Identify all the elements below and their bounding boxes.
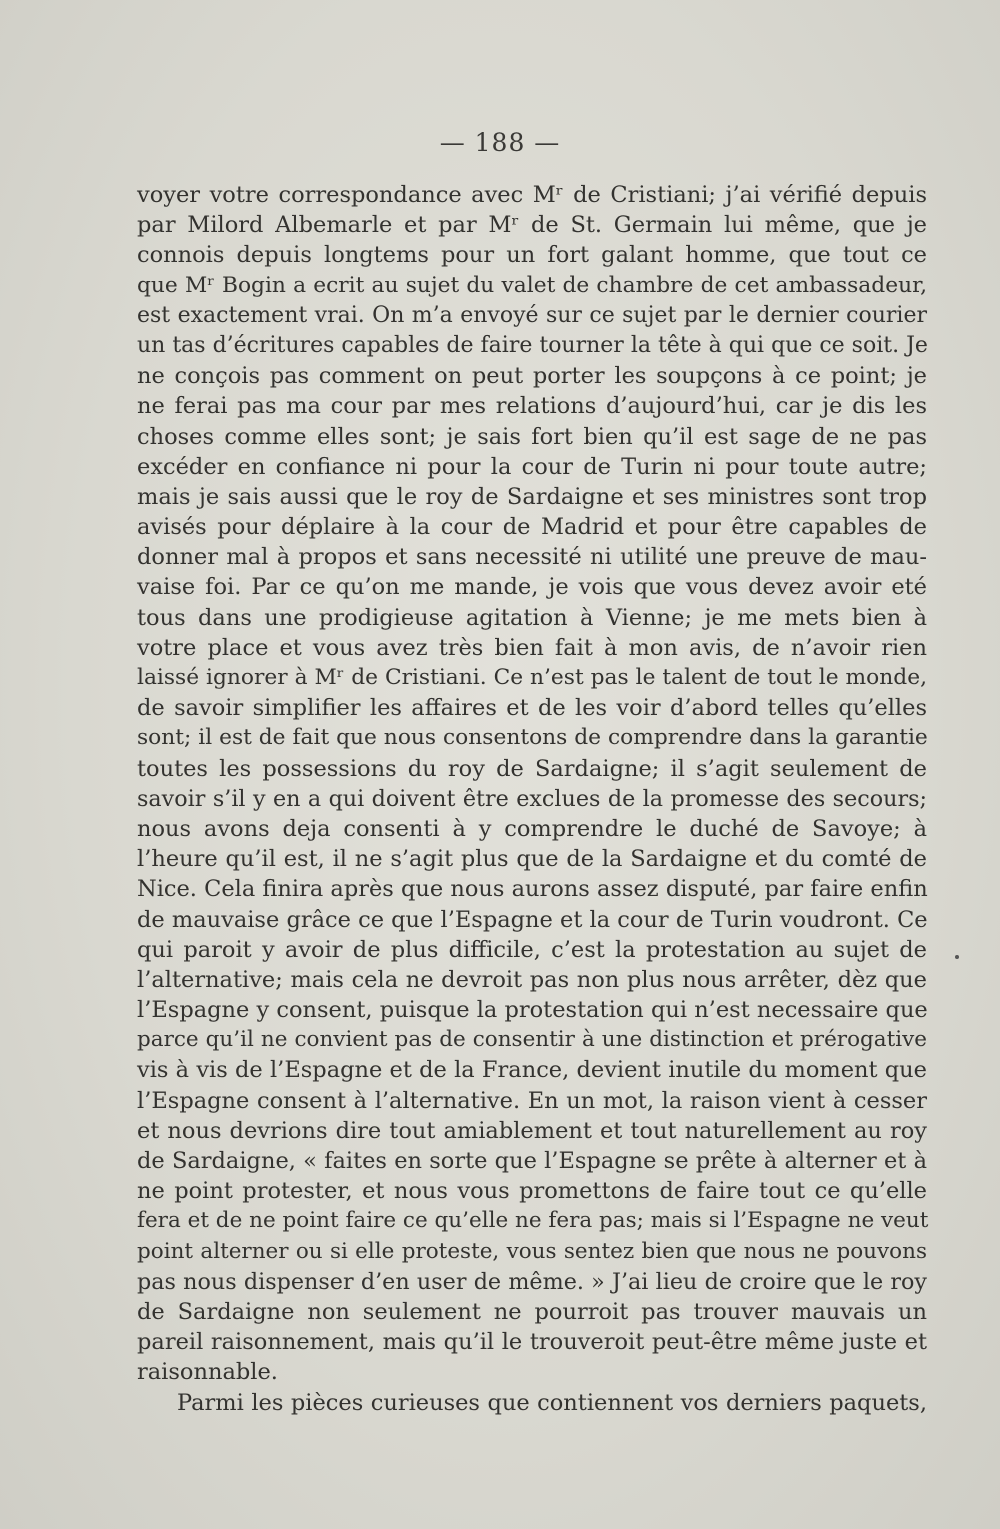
text-line: de Sardaigne non seulement ne pourroit pas trouver mauvais un [137,1298,927,1325]
text-line: vis à vis de l’Espagne et de la France, devient inutile du moment que [137,1057,927,1084]
text-line: ne point protester, et nous vous promettons de faire tout ce qu’elle [137,1178,927,1205]
text-line: l’alternative; mais cela ne devroit pas non plus nous arrêter, dèz que [137,966,927,993]
text-line: ne conçois pas comment on peut porter les soupçons à ce point; je [137,363,927,390]
text-line: de mauvaise grâce ce que l’Espagne et la cour de Turin voudront. Ce [137,906,928,933]
text-line: que Mʳ Bogin a ecrit au sujet du valet de chambre de cet ambassadeur, [137,272,927,298]
text-line: est exactement vrai. On m’a envoyé sur ce sujet par le dernier courier [137,302,927,328]
text-line: nous avons deja consenti à y comprendre le duché de Savoye; à [137,815,927,842]
text-line: fera et de ne point faire ce qu’elle ne fera pas; mais si l’Espagne ne veut [137,1208,929,1234]
text-line: tous dans une prodigieuse agitation à Vienne; je me mets bien à [137,604,927,631]
text-line: votre place et vous avez très bien fait à mon avis, de n’avoir rien [137,634,927,661]
text-line: un tas d’écritures capables de faire tourner la tête à qui que ce soit. Je [137,332,928,358]
text-line: Nice. Cela finira après que nous aurons assez disputé, par faire enfin [137,876,928,903]
text-line: l’Espagne consent à l’alternative. En un mot, la raison vient à cesser [137,1087,927,1114]
ink-speck [955,955,959,959]
text-line: l’Espagne y consent, puisque la protestation qui n’est necessaire que [137,997,928,1024]
text-line: pas nous dispenser d’en user de même. » J’ai lieu de croire que le roy [137,1268,927,1295]
text-line: avisés pour déplaire à la cour de Madrid et pour être capables de [137,514,927,541]
text-line: pareil raisonnement, mais qu’il le trouveroit peut-être même juste et [137,1329,927,1356]
body-text [137,180,927,1418]
text-line: laissé ignorer à Mʳ de Cristiani. Ce n’est pas le talent de tout le monde, [137,665,927,690]
text-line: toutes les possessions du roy de Sardaigne; il s’agit seulement de [137,755,927,782]
text-line: sont; il est de fait que nous consentons de comprendre dans la garantie [137,725,928,751]
text-line: Parmi les pièces curieuses que contiennent vos derniers paquets, [177,1389,927,1416]
text-line: savoir s’il y en a qui doivent être exclues de la promesse des secours; [137,785,927,812]
text-line: qui paroit y avoir de plus difficile, c’est la protestation au sujet de [137,936,927,963]
text-line: mais je sais aussi que le roy de Sardaigne et ses ministres sont trop [137,483,927,510]
page-number: — 188 — [439,128,561,157]
text-line: choses comme elles sont; je sais fort bien qu’il est sage de ne pas [137,423,927,450]
text-line: de Sardaigne, « faites en sorte que l’Espagne se prête à alterner et à [137,1148,927,1174]
text-line: excéder en confiance ni pour la cour de Turin ni pour toute autre; [137,453,927,480]
text-line: ne ferai pas ma cour par mes relations d’aujourd’hui, car je dis les [137,393,927,420]
text-line: raisonnable. [137,1359,278,1386]
text-line: point alterner ou si elle proteste, vous sentez bien que nous ne pouvons [137,1238,927,1264]
text-line: voyer votre correspondance avec Mʳ de Cristiani; j’ai vérifié depuis [137,182,927,208]
text-line: connois depuis longtems pour un fort galant homme, que tout ce [137,242,927,269]
text-line: l’heure qu’il est, il ne s’agit plus que de la Sardaigne et du comté de [137,846,927,873]
text-line: par Milord Albemarle et par Mʳ de St. Germain lui même, que je [137,212,927,239]
text-line: parce qu’il ne convient pas de consentir à une distinction et prérogative [137,1027,927,1053]
text-line: donner mal à propos et sans necessité ni utilité une preuve de mau- [137,544,927,571]
text-line: vaise foi. Par ce qu’on me mande, je vois que vous devez avoir eté [137,574,927,601]
text-line: et nous devrions dire tout amiablement et tout naturellement au roy [137,1117,927,1144]
text-line: de savoir simplifier les affaires et de les voir d’abord telles qu’elles [137,695,927,722]
